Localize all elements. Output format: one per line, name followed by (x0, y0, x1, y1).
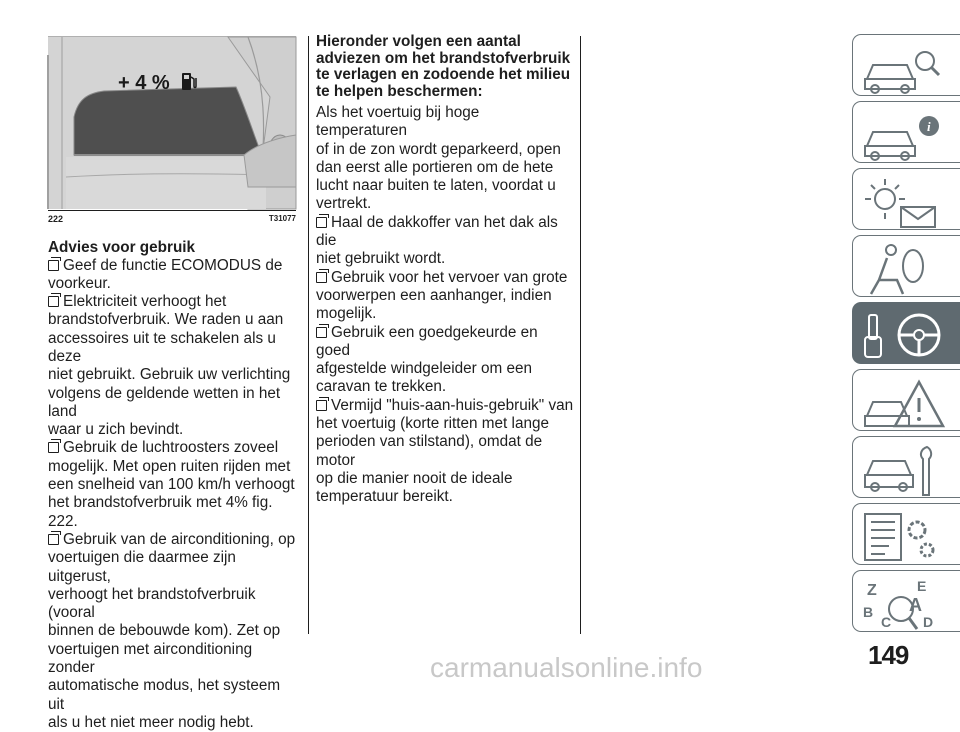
text-line: Gebruik een goedgekeurde en goed (316, 324, 538, 359)
text-line: Gebruik voor het vervoer van grote (331, 269, 567, 286)
text-line: lucht naar buiten te laten, voordat u (316, 177, 556, 194)
heading-line: te helpen beschermen: (316, 84, 574, 101)
text-line: mogelijk. (316, 305, 376, 322)
figure-number: 222 (48, 214, 63, 224)
text-line: caravan te trekken. (316, 378, 446, 395)
text-line: niet gebruikt wordt. (316, 250, 445, 267)
text-line: het brandstofverbruik met 4% fig. 222. (48, 494, 272, 529)
text-line: waar u zich bevindt. (48, 421, 183, 438)
svg-text:i: i (927, 119, 931, 134)
heading-line: te verlagen en zodoende het milieu (316, 67, 574, 84)
left-bullet-list (48, 257, 298, 732)
text-line: voertuigen met airconditioning zonder (48, 641, 252, 676)
chapter-tab[interactable] (852, 369, 960, 431)
checkbox-bullet-icon (316, 327, 327, 338)
heading-line: Hieronder volgen een aantal (316, 34, 574, 51)
section-heading: Advies voor gebruik (48, 240, 298, 257)
text-line: perioden van stilstand), omdat de motor (316, 433, 542, 468)
key-steering-wheel-icon (861, 307, 951, 363)
alphabet-index-icon (861, 575, 951, 631)
heading-line: adviezen om het brandstofverbruik (316, 51, 574, 68)
text-line: mogelijk. Met open ruiten rijden met (48, 458, 290, 475)
checkbox-bullet-icon (316, 217, 327, 228)
car-warning-triangle-icon (861, 374, 951, 430)
chapter-tab[interactable] (852, 302, 960, 364)
chapter-tab[interactable] (852, 168, 960, 230)
list-item (316, 397, 574, 507)
intro-heading (316, 34, 574, 100)
text-line: volgens de geldende wetten in het land (48, 385, 280, 420)
text-line: Gebruik van de airconditioning, op (63, 531, 295, 548)
car-info-icon (861, 106, 951, 162)
car-wrench-icon (861, 441, 951, 497)
text-line: Gebruik de luchtroosters zoveel (63, 439, 278, 456)
chapter-tab[interactable] (852, 436, 960, 498)
text-line: afgestelde windgeleider om een (316, 360, 532, 377)
text-line: niet gebruikt. Gebruik uw verlichting (48, 366, 290, 383)
column-divider (308, 36, 309, 634)
warning-light-message-icon (861, 173, 951, 229)
text-line: binnen de bebouwde kom). Zet op (48, 622, 280, 639)
list-item (48, 531, 298, 732)
list-item (316, 324, 574, 397)
text-line: Als het voertuig bij hoge temperaturen (316, 104, 479, 139)
chapter-tab[interactable] (852, 235, 960, 297)
specifications-gear-icon (861, 508, 951, 564)
watermark: carmanualsonline.info (430, 652, 702, 684)
text-line: Haal de dakkoffer van het dak als die (316, 214, 558, 249)
svg-text:D: D (923, 614, 933, 630)
seat-airbag-icon (861, 240, 951, 296)
car-window-illustration (48, 37, 296, 209)
text-line: voorkeur. (48, 275, 111, 292)
svg-text:A: A (909, 595, 922, 615)
chapter-tab[interactable] (852, 101, 960, 163)
list-item (48, 257, 298, 294)
text-line: verhoogt het brandstofverbruik (vooral (48, 586, 255, 621)
text-line: voorwerpen een aanhanger, indien (316, 287, 552, 304)
svg-text:B: B (863, 604, 873, 620)
text-line: automatische modus, het systeem uit (48, 677, 280, 712)
checkbox-bullet-icon (48, 260, 59, 271)
figure-caption (48, 210, 296, 224)
text-line: op die manier nooit de ideale (316, 470, 512, 487)
column-divider-right (580, 36, 581, 634)
text-line: vertrekt. (316, 195, 371, 212)
car-search-icon (861, 39, 951, 95)
figure-code: T31077 (269, 214, 296, 223)
right-column (316, 34, 574, 507)
text-line: accessoires uit te schakelen als u deze (48, 330, 276, 365)
text-line: als u het niet meer nodig hebt. (48, 714, 254, 731)
left-column (48, 240, 298, 732)
list-item (316, 269, 574, 324)
right-bullet-list (316, 214, 574, 507)
intro-paragraph (316, 104, 574, 214)
checkbox-bullet-icon (316, 400, 327, 411)
text-line: voertuigen die daarmee zijn uitgerust, (48, 549, 236, 584)
text-line: Elektriciteit verhoogt het (63, 293, 226, 310)
svg-text:Z: Z (867, 582, 877, 599)
checkbox-bullet-icon (48, 442, 59, 453)
text-line: Geef de functie ECOMODUS de (63, 257, 282, 274)
text-line: een snelheid van 100 km/h verhoogt (48, 476, 295, 493)
checkbox-bullet-icon (48, 296, 59, 307)
figure-car-window (48, 36, 296, 208)
checkbox-bullet-icon (316, 272, 327, 283)
fuel-increase-label: + 4 % (118, 72, 170, 94)
page-number: 149 (868, 640, 908, 671)
chapter-tab[interactable] (852, 34, 960, 96)
svg-text:E: E (917, 578, 926, 594)
chapter-tab[interactable] (852, 570, 960, 632)
text-line: dan eerst alle portieren om de hete (316, 159, 553, 176)
text-line: temperatuur bereikt. (316, 488, 453, 505)
text-line: brandstofverbruik. We raden u aan (48, 311, 283, 328)
fuel-pump-icon (181, 71, 197, 91)
text-line: of in de zon wordt geparkeerd, open (316, 141, 561, 158)
list-item (48, 439, 298, 530)
list-item (316, 214, 574, 269)
checkbox-bullet-icon (48, 534, 59, 545)
list-item (48, 293, 298, 439)
chapter-tab[interactable] (852, 503, 960, 565)
text-line: Vermijd "huis-aan-huis-gebruik" van (331, 397, 573, 414)
text-line: het voertuig (korte ritten met lange (316, 415, 549, 432)
svg-text:C: C (881, 614, 891, 630)
fuel-overlay (118, 71, 197, 95)
